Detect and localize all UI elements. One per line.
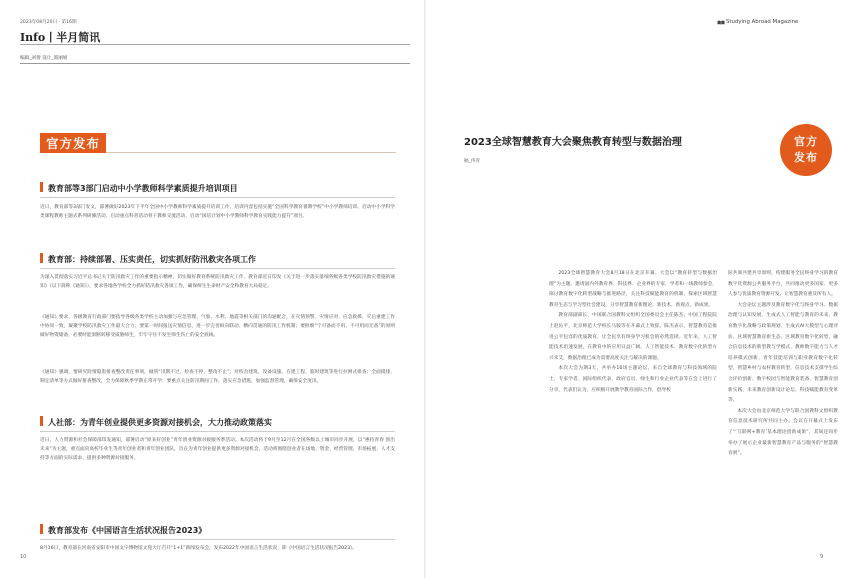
title-rule [20,44,410,45]
article-paragraph: 本次大会为期3天，共举办16场主题论坛，来自全球教育与科技领域的院士、专家学者、国际组织代表、政府官员、师生和行业企业代表等在会上进行了分享，代表们认为，应积极开展教学教育国际合作，倡导校 [549,366,717,393]
article-paragraph: 2023全球智慧教育大会8月18日在北京开幕。大会以“教育转型与数据治理”为主题，邀请国内外教育界、科技界、企业界的专家、学者和一线教师参会，探讨教育数字化转型战略与推进路径，关注科技赋能教育的机制，探索区域智慧教育生态与学习型社会建设，分享智慧教育新理论、新技术、新观点、新成果。 [549,271,717,308]
section-paragraph: 为深入贯彻落实习近平总书记关于防汛救灾工作的重要指示精神，切实做好教育系统防汛救灾工作，教育部近日印发《关于进一步落实落细各级各类学校防汛救灾措施的通知》（以下简称《通知》），要求各地各学校全力抓好防汛救灾各项工作，确保师生生命财产安全和教育大局稳定。 [40,275,395,290]
article-paragraph: 本次大会由北京师范大学与联合国教科文组织教育信息技术研究所共同主办。会议在开幕式上发布了“‘互联网+教育’基本理论创新成果”，其间还同步举办了展示企业最新智慧教育产品与服务的“智慧教育展”。 [728,408,838,457]
section-marker [40,416,43,426]
article-paragraph: 际共商共建共享原则，构建服务全民终身学习的教育数字化资源公共服务平台，共同推动更多国家、更多人参与优质教育资源开发，让智慧教育惠及所有人。 [728,271,838,298]
section-paragraph: 8月16日，教育部在河南省安阳市中国文字博物馆文苑大厅召开“1+1”新闻发布会，发布2022年中国语言生活状况、即《中国语言生活状况报告2023》。 [40,546,358,551]
section-paragraph: 近日，教育部等3部门发文，部署做好2023年下半年全国中小学教师科学素质提升培训工作，培训内容包括实施“全国科学教育暑期学校”中小学教师培训、启动中小学科学类课程教师主题式系列研修活动、启动重点科普活动骨干教师交流活动、启动“国培计划中小学教师科学教育实践能力提升”项目。 [40,205,395,220]
section-marker [40,524,43,534]
article-paragraph: 大会论坛主题涉及教育数字化与终身学习、数据治理与认知发展、生成式人工智能与教育的未来、教育数字化战略与政策规划、生成式AI大模型与心理评估、区域智慧教育新生态、区域教育数字化转型、融合信息技术的新型教与学模式、教师数字能力与人才培养模式创新、青年技能培训与职业教育数字化转型、智慧乡村与农村教育转型、信息技术支撑学生综合评价创新、数字校园与智能教育装备、智慧教育创新实践、未来教育创新设计论坛、科技赋能教育变革等。 [728,302,838,404]
section-heading: 教育部发布《中国语言生活状况报告2023》 [48,526,207,535]
article-paragraph: 教育部副部长、中国联合国教科文组织全国委员会主任陈杰，中国工程院院士赵沁平，北京师范大学校长马骏等在开幕式上致辞。陈杰表示，智慧教育是推进公平包容的优质教育，让全民享有终身学习机会的必然选择。近年来，人工智能技术迅速发展，在教育中的应用日益广阔，人工智能技术、教育数字化转型方兴未艾，数据治理已成为需要高度关注与解决的课题。 [549,313,717,361]
open-book-icon [717,20,725,25]
stamp-line: 发布 [794,151,818,164]
section-heading: 人社部：为青年创业提供更多资源对接机会，大力推动政策落实 [48,418,272,427]
section-rule [40,197,395,198]
article-author: 稿_佟青 [464,159,481,164]
section-heading: 教育部：持续部署、压实责任，切实抓好防汛救灾各项工作 [48,255,256,264]
section-marker [40,182,43,192]
section-rule [40,431,395,432]
banner-rule [106,152,396,153]
right-page [425,0,850,578]
magazine-name: Studying Abroad Magazine [726,19,799,25]
official-release-banner: 官方发布 [40,133,106,153]
section-paragraph: 近日，人力资源和社会保障部印发通知，部署启动“原来好创业”青年创业资源对接服务季活动。本次活动将于9月至12月在全国各级以上城市同步开展，以“惠持青春 创出未来”为主题，重点面向高校毕业生等青年创业者和青年创业团队，旨在为青年创业提供更多资源对接机会，活动将围绕创业者在场地、资金、经营管理、市场拓展、人才支持等方面的实际需求，提供多种资源对接服务。 [40,438,395,462]
editor-credits: 编辑_刘倩 设计_邵丽娟 [20,56,68,61]
official-release-stamp [780,124,832,176]
page-number: 9 [820,554,824,560]
section-paragraph: 《通知》强调，要研究险情隐患排查整改责任事项，做到“汛期不过、检查不停，整改不止”；对校舍建筑、设备设施、在建工程、临时建筑等进行拉网式排查；全面摸排、制定清单等方式做好排查整改，全力保障秋季学期正常开学；要重点关注防汛期间工作，落实应急措施，加强监督管理，确保安全度汛。 [40,370,395,385]
article-title: 2023全球智慧教育大会聚焦教育转型与数据治理 [464,137,682,148]
section-rule [40,268,395,269]
section-heading: 教育部等3部门启动中小学教师科学素质提升培训项目 [48,184,238,193]
section-title: Info丨半月简讯 [20,31,101,44]
page-number: 10 [20,554,27,560]
stamp-line: 官方 [794,135,818,148]
editor-rule [20,63,410,64]
section-marker [40,253,43,263]
article-column-left [549,269,717,396]
section-paragraph: 《通知》要求，各级教育行政部门要指导各级各类学校主动加强与应急管理、气象、水利、地震等相关部门的沟通配合，在灾情预警、灾情应对、应急救援、灾后重建工作中协同一致，凝聚学校防汛救灾工作最大合力；要第一时间报送灾情信息，进一步完善纵向联动、横向贯通的防汛工作机制；要抠细“宁可备而不用、不可用而无备”的原则做好物资储备，必要时能果断转移受威胁师生，牢牢守住不发生师生伤亡的安全底线。 [40,315,395,339]
article-column-right [728,269,838,460]
section-rule [40,539,395,540]
issue-line: 2023年08月20日 · 第16期 [20,20,77,25]
